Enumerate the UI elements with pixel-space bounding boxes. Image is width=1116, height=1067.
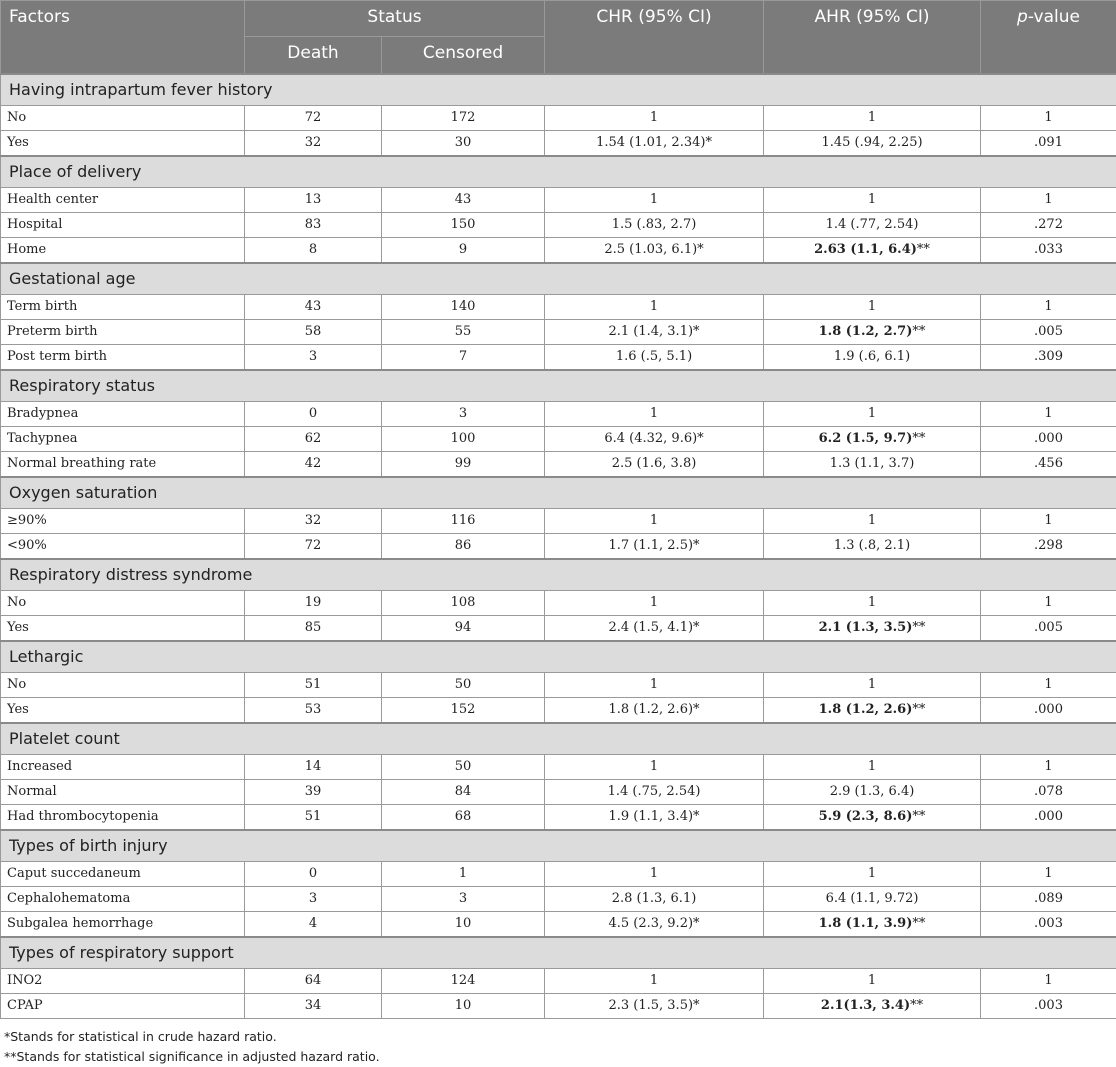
row-label: Health center (1, 187, 245, 212)
group-title: Gestational age (1, 263, 1116, 295)
row-label: Yes (1, 130, 245, 156)
header-p-value (981, 1, 1116, 74)
group-header-row (1, 937, 1116, 969)
row-label: Normal breathing rate (1, 451, 245, 477)
cell-p-value: 1 (981, 105, 1116, 130)
cell-censored: 9 (382, 237, 545, 263)
cell-ahr (764, 886, 981, 911)
cell-chr: 1.8 (1.2, 2.6)* (545, 697, 764, 723)
cell-censored: 50 (382, 672, 545, 697)
ahr-value: 2.1 (1.3, 3.5) (819, 620, 913, 635)
header-death: Death (245, 37, 382, 74)
cell-death: 51 (245, 672, 382, 697)
row-label: Yes (1, 615, 245, 641)
cell-chr: 1.9 (1.1, 3.4)* (545, 804, 764, 830)
table-row (1, 861, 1116, 886)
table-row (1, 294, 1116, 319)
row-label: Bradypnea (1, 401, 245, 426)
cell-ahr (764, 319, 981, 344)
row-label: Caput succedaneum (1, 861, 245, 886)
cell-ahr (764, 968, 981, 993)
header-censored: Censored (382, 37, 545, 74)
table-row (1, 993, 1116, 1018)
cell-death: 53 (245, 697, 382, 723)
cell-death: 32 (245, 508, 382, 533)
cell-p-value: .309 (981, 344, 1116, 370)
cell-chr: 1 (545, 590, 764, 615)
group-title: Having intrapartum fever history (1, 74, 1116, 106)
cell-chr: 4.5 (2.3, 9.2)* (545, 911, 764, 937)
group-title: Place of delivery (1, 156, 1116, 188)
cell-p-value: 1 (981, 590, 1116, 615)
row-label: <90% (1, 533, 245, 559)
row-label: Cephalohematoma (1, 886, 245, 911)
footnote-adjusted: **Stands for statistical significance in adjusted hazard ratio. (4, 1047, 1116, 1067)
cell-censored: 100 (382, 426, 545, 451)
row-label: No (1, 672, 245, 697)
cell-chr: 1 (545, 294, 764, 319)
table-row (1, 187, 1116, 212)
cell-death: 8 (245, 237, 382, 263)
cell-death: 0 (245, 401, 382, 426)
cell-p-value: .078 (981, 779, 1116, 804)
cell-ahr (764, 237, 981, 263)
cell-censored: 50 (382, 754, 545, 779)
cell-death: 0 (245, 861, 382, 886)
table-body (1, 74, 1116, 1019)
cell-censored: 55 (382, 319, 545, 344)
ahr-value: 5.9 (2.3, 8.6) (819, 809, 913, 824)
table-row (1, 779, 1116, 804)
cell-death: 3 (245, 886, 382, 911)
cell-death: 4 (245, 911, 382, 937)
ahr-value: 1 (868, 759, 876, 774)
row-label: Tachypnea (1, 426, 245, 451)
cell-censored: 3 (382, 401, 545, 426)
cell-censored: 3 (382, 886, 545, 911)
ahr-value: 1.8 (1.2, 2.6) (819, 702, 913, 717)
cell-p-value: .033 (981, 237, 1116, 263)
cell-censored: 10 (382, 911, 545, 937)
header-factors: Factors (1, 1, 245, 74)
table-row (1, 615, 1116, 641)
cell-chr: 1.6 (.5, 5.1) (545, 344, 764, 370)
ahr-value: 1.8 (1.2, 2.7) (819, 324, 913, 339)
ahr-value: 1 (868, 866, 876, 881)
cell-chr: 1 (545, 401, 764, 426)
table-row (1, 911, 1116, 937)
ahr-value: 1 (868, 973, 876, 988)
ahr-significance-mark: ** (912, 620, 925, 635)
cell-chr: 1 (545, 187, 764, 212)
cell-p-value: .005 (981, 615, 1116, 641)
group-header-row (1, 723, 1116, 755)
cell-p-value: .005 (981, 319, 1116, 344)
cell-censored: 10 (382, 993, 545, 1018)
table-row (1, 401, 1116, 426)
cell-death: 62 (245, 426, 382, 451)
cell-ahr (764, 294, 981, 319)
cell-chr: 2.4 (1.5, 4.1)* (545, 615, 764, 641)
cell-chr: 1 (545, 968, 764, 993)
group-header-row (1, 477, 1116, 509)
table-row (1, 212, 1116, 237)
header-p-italic: p (1017, 7, 1028, 27)
cell-chr: 1 (545, 861, 764, 886)
cell-death: 14 (245, 754, 382, 779)
table-row (1, 319, 1116, 344)
cell-p-value: .272 (981, 212, 1116, 237)
table-row (1, 451, 1116, 477)
cell-ahr (764, 130, 981, 156)
cell-chr: 1.54 (1.01, 2.34)* (545, 130, 764, 156)
table-row (1, 672, 1116, 697)
cell-chr: 2.5 (1.03, 6.1)* (545, 237, 764, 263)
group-title: Respiratory distress syndrome (1, 559, 1116, 591)
cell-p-value: 1 (981, 508, 1116, 533)
header-chr: CHR (95% CI) (545, 1, 764, 74)
cell-ahr (764, 993, 981, 1018)
cell-death: 72 (245, 533, 382, 559)
cell-p-value: .000 (981, 804, 1116, 830)
cell-chr: 6.4 (4.32, 9.6)* (545, 426, 764, 451)
ahr-value: 1.8 (1.1, 3.9) (819, 916, 913, 931)
header-ahr: AHR (95% CI) (764, 1, 981, 74)
cell-ahr (764, 212, 981, 237)
row-label: Home (1, 237, 245, 263)
cell-ahr (764, 754, 981, 779)
ahr-value: 1 (868, 677, 876, 692)
group-header-row (1, 559, 1116, 591)
footnotes (4, 1027, 1116, 1067)
table-row (1, 237, 1116, 263)
cell-death: 13 (245, 187, 382, 212)
ahr-value: 2.1(1.3, 3.4) (821, 998, 910, 1013)
cell-death: 64 (245, 968, 382, 993)
table-row (1, 130, 1116, 156)
ahr-significance-mark: ** (912, 431, 925, 446)
cell-chr: 2.5 (1.6, 3.8) (545, 451, 764, 477)
row-label: Preterm birth (1, 319, 245, 344)
cell-p-value: .298 (981, 533, 1116, 559)
cell-p-value: 1 (981, 861, 1116, 886)
cell-ahr (764, 187, 981, 212)
cell-ahr (764, 672, 981, 697)
table-row (1, 886, 1116, 911)
row-label: Yes (1, 697, 245, 723)
ahr-value: 1 (868, 513, 876, 528)
table-header (1, 1, 1116, 74)
cell-chr: 1.4 (.75, 2.54) (545, 779, 764, 804)
cell-p-value: .000 (981, 697, 1116, 723)
cell-death: 58 (245, 319, 382, 344)
ahr-value: 1.3 (.8, 2.1) (834, 538, 910, 553)
cell-ahr (764, 105, 981, 130)
cell-p-value: .003 (981, 911, 1116, 937)
ahr-value: 1.9 (.6, 6.1) (834, 349, 910, 364)
table-row (1, 590, 1116, 615)
table-row (1, 508, 1116, 533)
row-label: Increased (1, 754, 245, 779)
cell-censored: 86 (382, 533, 545, 559)
cell-death: 19 (245, 590, 382, 615)
cell-censored: 150 (382, 212, 545, 237)
group-header-row (1, 156, 1116, 188)
cell-death: 3 (245, 344, 382, 370)
cell-censored: 152 (382, 697, 545, 723)
ahr-value: 1.45 (.94, 2.25) (821, 135, 922, 150)
cell-censored: 84 (382, 779, 545, 804)
row-label: No (1, 105, 245, 130)
cell-p-value: 1 (981, 968, 1116, 993)
cell-death: 83 (245, 212, 382, 237)
cell-chr: 1 (545, 754, 764, 779)
row-label: CPAP (1, 993, 245, 1018)
cell-censored: 7 (382, 344, 545, 370)
cell-ahr (764, 426, 981, 451)
cell-p-value: 1 (981, 187, 1116, 212)
cell-p-value: 1 (981, 754, 1116, 779)
group-header-row (1, 263, 1116, 295)
cell-p-value: .089 (981, 886, 1116, 911)
group-header-row (1, 74, 1116, 106)
cell-censored: 94 (382, 615, 545, 641)
cell-chr: 1 (545, 508, 764, 533)
header-status: Status (245, 1, 545, 37)
cell-chr: 2.3 (1.5, 3.5)* (545, 993, 764, 1018)
cell-p-value: .456 (981, 451, 1116, 477)
cell-death: 42 (245, 451, 382, 477)
cell-chr: 1 (545, 105, 764, 130)
cell-chr: 2.8 (1.3, 6.1) (545, 886, 764, 911)
row-label: Post term birth (1, 344, 245, 370)
ahr-value: 1 (868, 110, 876, 125)
group-header-row (1, 370, 1116, 402)
cell-censored: 140 (382, 294, 545, 319)
group-title: Types of birth injury (1, 830, 1116, 862)
row-label: ≥90% (1, 508, 245, 533)
cell-censored: 30 (382, 130, 545, 156)
table-row (1, 697, 1116, 723)
cell-ahr (764, 590, 981, 615)
ahr-value: 6.4 (1.1, 9.72) (826, 891, 919, 906)
footnote-crude: *Stands for statistical in crude hazard ratio. (4, 1027, 1116, 1047)
group-title: Types of respiratory support (1, 937, 1116, 969)
row-label: Hospital (1, 212, 245, 237)
table-row (1, 344, 1116, 370)
cell-death: 32 (245, 130, 382, 156)
ahr-significance-mark: ** (912, 702, 925, 717)
table-row (1, 804, 1116, 830)
cell-chr: 1 (545, 672, 764, 697)
group-title: Lethargic (1, 641, 1116, 673)
cell-p-value: 1 (981, 672, 1116, 697)
ahr-value: 2.9 (1.3, 6.4) (830, 784, 915, 799)
cell-censored: 108 (382, 590, 545, 615)
cell-ahr (764, 451, 981, 477)
cell-ahr (764, 508, 981, 533)
cell-p-value: 1 (981, 294, 1116, 319)
table-row (1, 754, 1116, 779)
group-header-row (1, 830, 1116, 862)
row-label: INO2 (1, 968, 245, 993)
ahr-value: 1 (868, 192, 876, 207)
row-label: Normal (1, 779, 245, 804)
cell-p-value: .003 (981, 993, 1116, 1018)
table-row (1, 105, 1116, 130)
cell-death: 34 (245, 993, 382, 1018)
ahr-value: 1 (868, 406, 876, 421)
cell-chr: 1.5 (.83, 2.7) (545, 212, 764, 237)
table-row (1, 968, 1116, 993)
ahr-value: 1.4 (.77, 2.54) (826, 217, 919, 232)
group-title: Respiratory status (1, 370, 1116, 402)
row-label: Subgalea hemorrhage (1, 911, 245, 937)
cell-p-value: 1 (981, 401, 1116, 426)
cell-censored: 124 (382, 968, 545, 993)
row-label: Term birth (1, 294, 245, 319)
cell-ahr (764, 697, 981, 723)
cell-ahr (764, 779, 981, 804)
cell-censored: 172 (382, 105, 545, 130)
ahr-significance-mark: ** (912, 916, 925, 931)
header-p-rest: -value (1028, 7, 1080, 27)
row-label: No (1, 590, 245, 615)
cell-censored: 43 (382, 187, 545, 212)
cell-chr: 2.1 (1.4, 3.1)* (545, 319, 764, 344)
cell-death: 51 (245, 804, 382, 830)
cell-death: 72 (245, 105, 382, 130)
group-title: Platelet count (1, 723, 1116, 755)
cell-ahr (764, 804, 981, 830)
cell-p-value: .091 (981, 130, 1116, 156)
group-header-row (1, 641, 1116, 673)
cell-censored: 1 (382, 861, 545, 886)
cell-death: 43 (245, 294, 382, 319)
cell-death: 39 (245, 779, 382, 804)
group-title: Oxygen saturation (1, 477, 1116, 509)
cell-p-value: .000 (981, 426, 1116, 451)
cell-ahr (764, 861, 981, 886)
ahr-significance-mark: ** (910, 998, 923, 1013)
cell-ahr (764, 911, 981, 937)
row-label: Had thrombocytopenia (1, 804, 245, 830)
table-row (1, 533, 1116, 559)
ahr-significance-mark: ** (912, 809, 925, 824)
ahr-value: 6.2 (1.5, 9.7) (819, 431, 913, 446)
cell-censored: 99 (382, 451, 545, 477)
ahr-value: 2.63 (1.1, 6.4) (814, 242, 917, 257)
cell-censored: 68 (382, 804, 545, 830)
ahr-value: 1 (868, 299, 876, 314)
ahr-value: 1.3 (1.1, 3.7) (830, 456, 915, 471)
ahr-value: 1 (868, 595, 876, 610)
ahr-significance-mark: ** (917, 242, 930, 257)
table-row (1, 426, 1116, 451)
cell-censored: 116 (382, 508, 545, 533)
cell-ahr (764, 533, 981, 559)
ahr-significance-mark: ** (912, 324, 925, 339)
cell-ahr (764, 401, 981, 426)
cell-ahr (764, 344, 981, 370)
cell-ahr (764, 615, 981, 641)
cell-death: 85 (245, 615, 382, 641)
cell-chr: 1.7 (1.1, 2.5)* (545, 533, 764, 559)
